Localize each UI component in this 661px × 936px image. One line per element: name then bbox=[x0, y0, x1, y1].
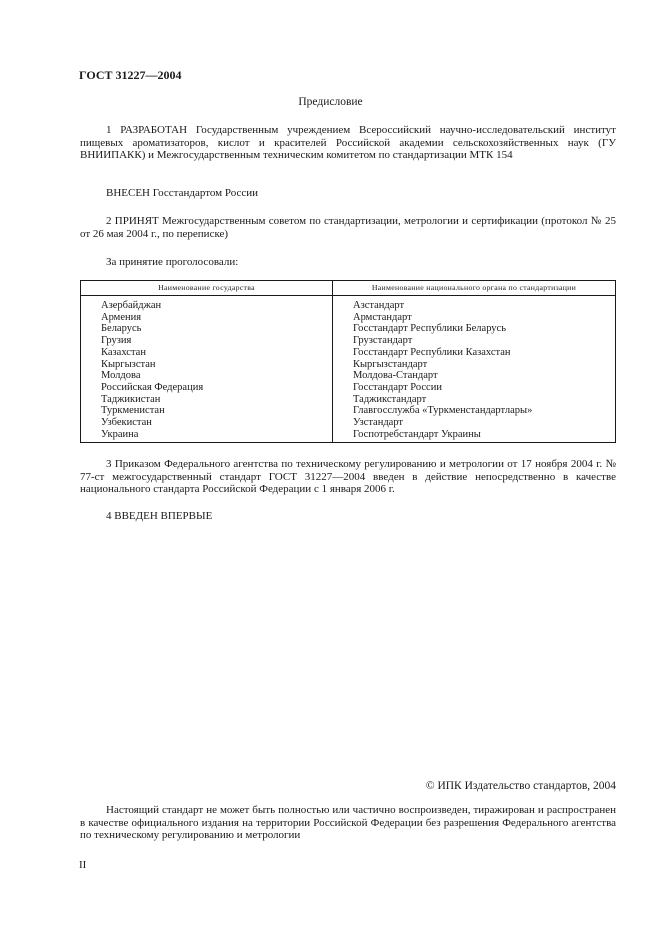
reproduction-notice: Настоящий стандарт не может быть полностью или частично воспроизведен, тиражирован и распространен в качестве официального издания на территории Российской Федерации без разрешения Федерального агентства по техническому регулированию и метрологии bbox=[80, 804, 616, 842]
national-body-name: Узстандарт bbox=[353, 417, 404, 429]
state-names-cell bbox=[81, 296, 333, 443]
state-name: Грузия bbox=[101, 335, 132, 347]
state-name: Беларусь bbox=[101, 323, 142, 335]
paragraph-enacted: 3 Приказом Федерального агентства по техническому регулированию и метрологии от 17 ноября 2004 г. № 77-ст межгосударственный стандарт ГОСТ 31227—2004 введен в действие непосредственно в качестве национального стандарта Российской Федерации с 1 января 2006 г. bbox=[80, 458, 616, 496]
national-bodies-cell bbox=[333, 296, 616, 443]
state-name: Российская Федерация bbox=[101, 381, 204, 393]
national-body-name: Госстандарт России bbox=[353, 381, 442, 393]
national-body-name: Таджикстандарт bbox=[353, 393, 427, 405]
national-body-name: Госстандарт Республики Казахстан bbox=[353, 346, 511, 358]
state-name: Армения bbox=[101, 311, 142, 323]
column-header-state: Наименование государства bbox=[81, 281, 333, 296]
national-body-name: Грузстандарт bbox=[353, 335, 413, 347]
state-name: Таджикистан bbox=[101, 393, 161, 405]
voting-table bbox=[80, 280, 616, 443]
state-name: Казахстан bbox=[101, 346, 146, 358]
paragraph-introduced-by: ВНЕСЕН Госстандартом России bbox=[106, 187, 259, 199]
national-body-name: Госпотребстандарт Украины bbox=[353, 428, 481, 440]
paragraph-adopted-by: 2 ПРИНЯТ Межгосударственным советом по стандартизации, метрологии и сертификации (протокол № 25 от 26 мая 2004 г., по переписке) bbox=[80, 215, 616, 240]
copyright-notice: © ИПК Издательство стандартов, 2004 bbox=[425, 780, 616, 792]
national-body-name: Молдова-Стандарт bbox=[353, 370, 438, 382]
foreword-title: Предисловие bbox=[298, 96, 363, 108]
national-body-name: Армстандарт bbox=[353, 311, 412, 323]
voting-table-header-row bbox=[81, 281, 616, 296]
national-body-name: Главгосслужба «Туркменстандартлары» bbox=[353, 405, 533, 417]
state-name: Азербайджан bbox=[101, 300, 162, 311]
national-body-name: Азстандарт bbox=[353, 300, 405, 311]
state-name: Кыргызстан bbox=[101, 358, 156, 370]
state-name: Молдова bbox=[101, 370, 141, 382]
paragraph-first-introduced: 4 ВВЕДЕН ВПЕРВЫЕ bbox=[106, 510, 213, 522]
paragraph-developed-by: 1 РАЗРАБОТАН Государственным учреждением Всероссийский научно-исследовательский институт пищевых ароматизаторов, кислот и красителей Российской академии сельскохозяйственных наук (ГУ ВНИИПАКК) и Межгосударственным техническим комитетом по стандартизации МТК 154 bbox=[80, 124, 616, 162]
state-name: Украина bbox=[101, 428, 139, 440]
state-name: Узбекистан bbox=[101, 417, 152, 429]
standard-number: ГОСТ 31227—2004 bbox=[79, 68, 182, 82]
voted-label: За принятие проголосовали: bbox=[106, 256, 239, 268]
column-header-national-body: Наименование национального органа по стандартизации bbox=[333, 281, 616, 296]
national-body-name: Кыргызстандарт bbox=[353, 358, 428, 370]
national-body-name: Госстандарт Республики Беларусь bbox=[353, 323, 507, 335]
voting-table-body-row bbox=[81, 296, 616, 443]
state-name: Туркменистан bbox=[101, 405, 165, 417]
page-number: II bbox=[79, 859, 87, 871]
